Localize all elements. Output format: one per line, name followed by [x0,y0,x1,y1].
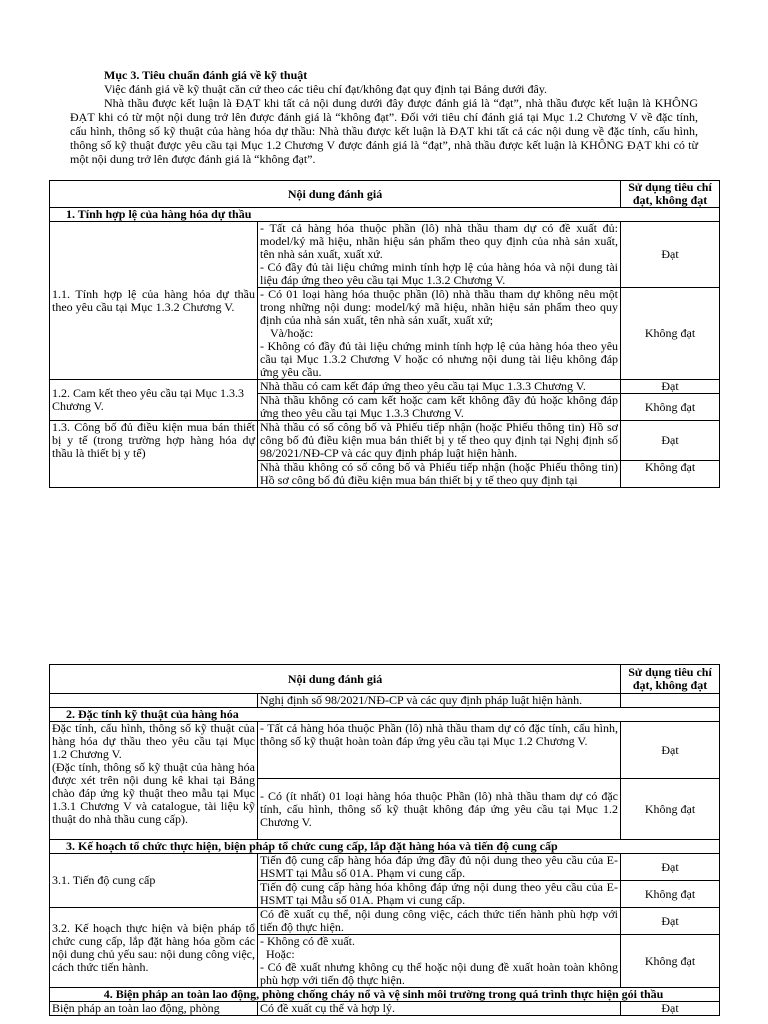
result-fail: Không đạt [621,288,720,380]
criterion-label: 3.2. Kế hoạch thực hiện và biện pháp tổ chức cung cấp, lắp đặt hàng hóa gồm các nội dung chủ yếu sau: nội dung công việc, cách thức tiến hành. [50,908,258,988]
criterion-pass-text: Tiến độ cung cấp hàng hóa đáp ứng đầy đủ nội dung theo yêu cầu của E-HSMT tại Mẫu số 01A. Phạm vi cung cấp. [258,854,621,881]
result-fail: Không đạt [621,461,720,488]
criteria-table-page-2 [49,664,720,1016]
criterion-pass-text [258,222,621,288]
intro-section [70,68,698,166]
section-heading: Mục 3. Tiêu chuẩn đánh giá về kỹ thuật [104,68,308,82]
criterion-fail-text [258,288,621,380]
table-row [50,854,720,881]
continuation-blank-cell [50,694,258,708]
result-pass: Đạt [621,908,720,935]
criterion-line: Đặc tính, cấu hình, thông số kỹ thuật của hàng hóa dự thầu theo yêu cầu tại Mục 1.2 Chương V. [52,721,255,761]
criterion-label: 1.2. Cam kết theo yêu cầu tại Mục 1.3.3 Chương V. [50,380,258,421]
header-content: Nội dung đánh giá [50,665,621,694]
result-pass: Đạt [621,421,720,461]
table-row [50,694,720,708]
result-pass: Đạt [621,854,720,881]
header-content: Nội dung đánh giá [50,181,621,208]
section-title-2: 2. Đặc tính kỹ thuật của hàng hóa [50,708,720,722]
table-row [50,1002,720,1016]
result-pass: Đạt [621,222,720,288]
section-row [50,988,720,1002]
criterion-line: Hoặc: [266,947,295,961]
section-row [50,708,720,722]
table-row [50,222,720,288]
table-header-row [50,665,720,694]
table-row [50,421,720,461]
criterion-pass-text: Nhà thầu có cam kết đáp ứng theo yêu cầu tại Mục 1.3.3 Chương V. [258,380,621,394]
criterion-fail-text: Nhà thầu không có cam kết hoặc cam kết không đầy đủ hoặc không đáp ứng theo yêu cầu tại Mục 1.3.3 Chương V. [258,394,621,421]
criterion-line: - Không có đầy đủ tài liệu chứng minh tính hợp lệ của hàng hóa theo yêu cầu tại Mục 1.3.2 Chương V hoặc có nhưng nội dung tài liệu không đáp ứng yêu cầu. [260,339,619,379]
criterion-label: 3.1. Tiến độ cung cấp [50,854,258,908]
section-title-1: 1. Tính hợp lệ của hàng hóa dự thầu [50,208,720,222]
continuation-text: Nghị định số 98/2021/NĐ-CP và các quy định pháp luật hiện hành. [258,694,621,708]
intro-paragraph-1: Việc đánh giá về kỹ thuật căn cứ theo các tiêu chí đạt/không đạt quy định tại Bảng dưới đây. [104,82,548,96]
criterion-fail-text: Tiến độ cung cấp hàng hóa không đáp ứng nội dung theo yêu cầu của E-HSMT tại Mẫu số 01A. Phạm vi cung cấp. [258,881,621,908]
criterion-line: - Có 01 loại hàng hóa thuộc phần (lô) nhà thầu tham dự không nêu một trong những nội dung: model/ký mã hiệu, nhãn hiệu sản phẩm theo quy định của nhà sản xuất, tên nhà sản xuất, xuất xứ; [260,287,619,327]
criterion-line: Và/hoặc: [270,326,314,340]
criterion-line: - Tất cả hàng hóa thuộc phần (lô) nhà thầu tham dự có đề xuất đủ: model/ký mã hiệu, nhãn hiệu sản phẩm theo quy định của nhà sản xuất, tên nhà sản xuất, xuất xứ. [260,221,619,261]
section-row [50,208,720,222]
result-pass: Đạt [621,380,720,394]
header-result: Sử dụng tiêu chí đạt, không đạt [621,181,720,208]
criterion-fail-text [258,935,621,988]
table-row [50,722,720,779]
criterion-fail-text: - Có (ít nhất) 01 loại hàng hóa thuộc Phần (lô) nhà thầu tham dự có đặc tính, cấu hình, thông số kỹ thuật không đáp ứng yêu cầu tại Mục 1.2 Chương V. [258,779,621,840]
criterion-pass-text: Nhà thầu có số công bố và Phiếu tiếp nhận (hoặc Phiếu thông tin) Hồ sơ công bố đủ điều kiện mua bán thiết bị y tế theo quy định tại Nghị định số 98/2021/NĐ-CP và các quy định pháp luật hiện hành. [258,421,621,461]
criterion-pass-text: Có đề xuất cụ thể và hợp lý. [258,1002,621,1016]
criterion-label [50,722,258,840]
criterion-label: 1.3. Công bố đủ điều kiện mua bán thiết bị y tế (trong trường hợp hàng hóa dự thầu là thiết bị y tế) [50,421,258,488]
intro-paragraph-2: Nhà thầu được kết luận là ĐẠT khi tất cả nội dung dưới đây được đánh giá là “đạt”, nhà thầu được kết luận là KHÔNG ĐẠT khi có từ một nội dung trở lên được đánh giá là “không đạt”. Đối với tiêu chí đánh giá tại Mục 1.2 Chương V về đặc tính, cấu hình, thông số kỹ thuật của hàng hóa dự thầu: Nhà thầu được kết luận là ĐẠT khi tất cả các nội dung về đặc tính, cấu hình, thông số kỹ thuật được yêu cầu tại Mục 1.2 Chương V được đánh giá là “đạt”, nhà thầu được kết luận là KHÔNG ĐẠT khi có từ một nội dung trở lên được đánh giá là “không đạt”. [70,96,698,166]
section-row [50,840,720,854]
criterion-label: Biện pháp an toàn lao động, phòng [50,1002,258,1016]
continuation-blank-cell [621,694,720,708]
criterion-line: - Có đầy đủ tài liệu chứng minh tính hợp lệ của hàng hóa và nội dung tài liệu đáp ứng theo yêu cầu tại Mục 1.3.2 Chương V. [260,260,619,287]
criterion-line: - Không có đề xuất. [260,934,355,948]
section-title-4: 4. Biện pháp an toàn lao động, phòng chống cháy nổ và vệ sinh môi trường trong quá trình thực hiện gói thầu [50,988,720,1002]
result-fail: Không đạt [621,394,720,421]
result-fail: Không đạt [621,881,720,908]
criterion-line: (Đặc tính, thông số kỹ thuật của hàng hóa được xét trên nội dung kê khai tại Bảng chào đáp ứng kỹ thuật theo mẫu tại Mục 1.3.1 Chương V và catalogue, tài liệu kỹ thuật do nhà thầu cung cấp). [52,760,255,826]
criterion-label: 1.1. Tính hợp lệ của hàng hóa dự thầu theo yêu cầu tại Mục 1.3.2 Chương V. [50,222,258,380]
criterion-pass-text: Có đề xuất cụ thể, nội dung công việc, cách thức tiến hành phù hợp với tiến độ thực hiện. [258,908,621,935]
criterion-fail-text: Nhà thầu không có số công bố và Phiếu tiếp nhận (hoặc Phiếu thông tin) Hồ sơ công bố đủ điều kiện mua bán thiết bị y tế theo quy định tại [258,461,621,488]
result-fail: Không đạt [621,779,720,840]
table-row [50,380,720,394]
result-pass: Đạt [621,1002,720,1016]
criteria-table-page-1 [49,180,720,488]
criterion-line: - Có đề xuất nhưng không cụ thể hoặc nội dung đề xuất hoàn toàn không phù hợp với tiến độ thực hiện. [260,960,619,987]
header-result: Sử dụng tiêu chí đạt, không đạt [621,665,720,694]
table-header-row [50,181,720,208]
result-fail: Không đạt [621,935,720,988]
table-row [50,908,720,935]
section-title-3: 3. Kế hoạch tổ chức thực hiện, biện pháp tổ chức cung cấp, lắp đặt hàng hóa và tiến độ cung cấp [50,840,720,854]
criterion-pass-text: - Tất cả hàng hóa thuộc Phần (lô) nhà thầu tham dự có đặc tính, cấu hình, thông số kỹ thuật hoàn toàn đáp ứng yêu cầu tại Mục 1.2 Chương V. [258,722,621,779]
result-pass: Đạt [621,722,720,779]
